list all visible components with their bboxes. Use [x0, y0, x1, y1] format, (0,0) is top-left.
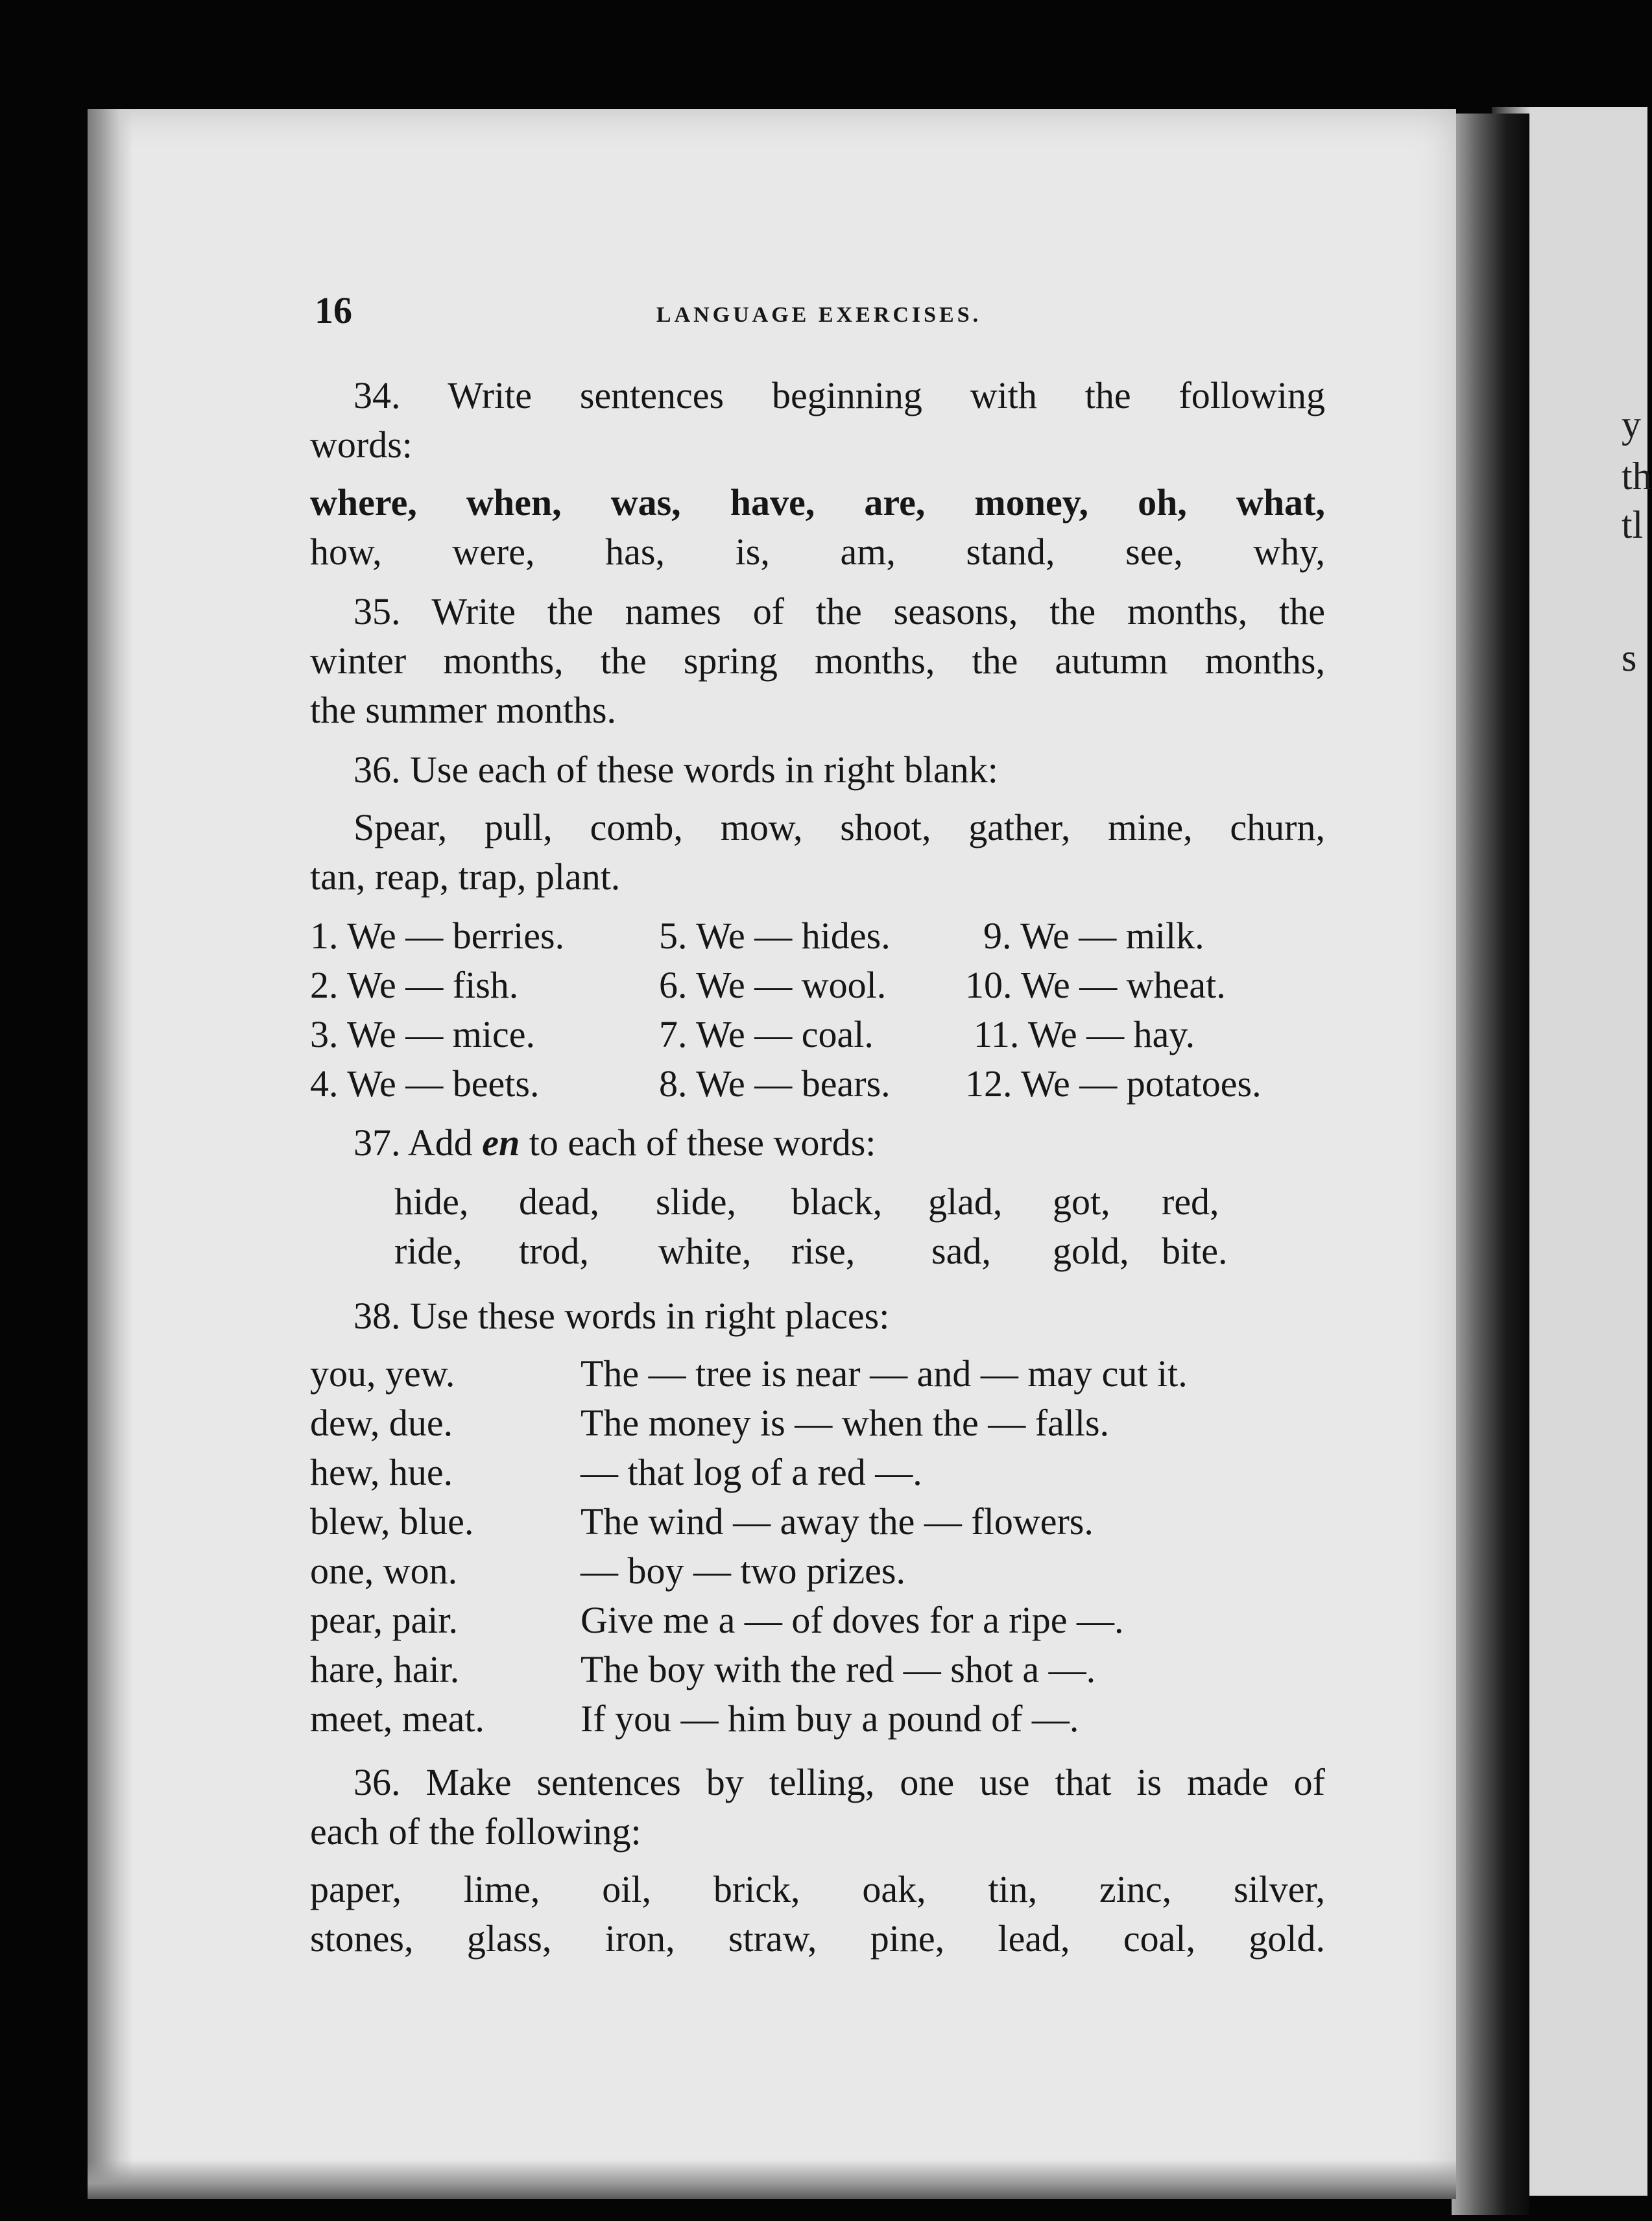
page-header	[315, 289, 1323, 341]
ex37-word-row	[310, 1177, 1325, 1227]
facing-page-fragment: y	[1622, 403, 1641, 446]
ex37-word: got,	[1053, 1181, 1110, 1223]
ex38-row	[310, 1694, 1325, 1744]
ex36-heading: 36. Use each of these words in right blank:	[353, 749, 998, 791]
ex37-word: trod,	[519, 1230, 589, 1272]
ex-final-words-row-2: stones, glass, iron, straw, pine, lead, coal, gold.	[310, 1917, 1325, 1960]
ex36-item: 2. We — fish.	[310, 964, 519, 1006]
ex37-instruction: to each of these words:	[529, 1122, 876, 1164]
ex37-word: sad,	[931, 1230, 991, 1272]
ex36-item: 8. We — bears.	[659, 1062, 891, 1105]
ex38-heading: 38. Use these words in right places:	[353, 1295, 890, 1337]
ex34-words-row-1: where, when, was, have, are, money, oh, what,	[310, 481, 1325, 523]
ex37-word: black,	[791, 1181, 883, 1223]
ex38-word-pair: pear, pair.	[310, 1599, 458, 1641]
ex36-item: 4. We — beets.	[310, 1062, 540, 1105]
ex38-row	[310, 1448, 1325, 1497]
ex38-sentence: Give me a — of doves for a ripe —.	[581, 1599, 1124, 1641]
ex38-sentence: The money is — when the — falls.	[581, 1402, 1110, 1444]
facing-page-fragment: th	[1622, 455, 1652, 498]
ex37-word: glad,	[928, 1181, 1003, 1223]
running-head: LANGUAGE EXERCISES.	[656, 303, 982, 327]
ex37-word: slide,	[656, 1181, 737, 1223]
ex38-word-pair: meet, meat.	[310, 1698, 485, 1740]
ex37-word: dead,	[519, 1181, 599, 1223]
page-number: 16	[315, 289, 352, 331]
ex36-item: 5. We — hides.	[659, 915, 891, 957]
ex-final-line-1: 36. Make sentences by telling, one use that is made of	[353, 1761, 1325, 1803]
ex37-suffix-en: en	[482, 1122, 520, 1164]
ex38-row	[310, 1596, 1325, 1645]
ex38-row	[310, 1399, 1325, 1448]
ex37-word: bite.	[1162, 1230, 1228, 1272]
ex36-item-row	[310, 1010, 1325, 1059]
ex37-word: white,	[658, 1230, 752, 1272]
ex37-word: hide,	[394, 1181, 469, 1223]
ex37-word: rise,	[791, 1230, 856, 1272]
ex37-number: 37.	[353, 1122, 401, 1164]
page-edge-bottom	[88, 2160, 1456, 2199]
ex38-row	[310, 1546, 1325, 1596]
ex37-word-row	[310, 1227, 1325, 1276]
ex38-word-pair: blew, blue.	[310, 1500, 474, 1543]
ex36-word-list-1: Spear, pull, comb, mow, shoot, gather, mine, churn,	[353, 806, 1325, 848]
ex-final-line-2: each of the following:	[310, 1810, 641, 1853]
ex36-item-row	[310, 911, 1325, 961]
ex38-sentence: The boy with the red — shot a —.	[581, 1648, 1096, 1690]
ex36-item: 7. We — coal.	[659, 1013, 874, 1055]
ex37-word: ride,	[394, 1230, 462, 1272]
ex38-word-pair: hew, hue.	[310, 1451, 453, 1493]
ex34-words-row-2: how, were, has, is, am, stand, see, why,	[310, 531, 1325, 573]
ex38-word-pair: one, won.	[310, 1550, 458, 1592]
ex37-heading	[353, 1118, 1325, 1168]
ex35-line-2: winter months, the spring months, the autumn months,	[310, 640, 1325, 682]
ex38-sentence: The wind — away the — flowers.	[581, 1500, 1094, 1543]
ex38-sentence: If you — him buy a pound of —.	[581, 1698, 1079, 1740]
ex38-row	[310, 1497, 1325, 1546]
ex36-item-row	[310, 961, 1325, 1010]
ex38-word-pair: dew, due.	[310, 1402, 453, 1444]
facing-page-fragment: tl	[1622, 503, 1644, 546]
page-edge-left	[88, 109, 133, 2194]
ex35-line-1: 35. Write the names of the seasons, the months, the	[353, 590, 1325, 632]
ex36-item: 11. We — hay.	[974, 1013, 1195, 1055]
ex36-word-list-2: tan, reap, trap, plant.	[310, 856, 621, 898]
ex36-item: 12. We — potatoes.	[965, 1062, 1262, 1105]
ex37-word: gold,	[1053, 1230, 1129, 1272]
ex38-sentence: — that log of a red —.	[581, 1451, 922, 1493]
ex-final-words-row-1: paper, lime, oil, brick, oak, tin, zinc, silver,	[310, 1868, 1325, 1910]
ex38-sentence: — boy — two prizes.	[581, 1550, 905, 1592]
ex35-line-3: the summer months.	[310, 689, 617, 731]
ex36-item: 1. We — berries.	[310, 915, 565, 957]
ex36-item: 6. We — wool.	[659, 964, 887, 1006]
book-spine-shadow	[1452, 114, 1529, 2215]
facing-page-fragment: s	[1622, 636, 1637, 679]
ex34-line-1: 34. Write sentences beginning with the following	[353, 374, 1325, 416]
ex37-add: Add	[407, 1122, 473, 1164]
ex36-item: 3. We — mice.	[310, 1013, 536, 1055]
ex34-line-2: words:	[310, 424, 413, 466]
ex38-sentence: The — tree is near — and — may cut it.	[581, 1352, 1188, 1395]
ex36-item: 9. We — milk.	[983, 915, 1204, 957]
ex38-word-pair: you, yew.	[310, 1352, 455, 1395]
ex36-item-row	[310, 1059, 1325, 1109]
ex36-item: 10. We — wheat.	[965, 964, 1226, 1006]
ex38-row	[310, 1645, 1325, 1694]
ex38-word-pair: hare, hair.	[310, 1648, 460, 1690]
ex38-row	[310, 1349, 1325, 1399]
ex37-word: red,	[1162, 1181, 1219, 1223]
